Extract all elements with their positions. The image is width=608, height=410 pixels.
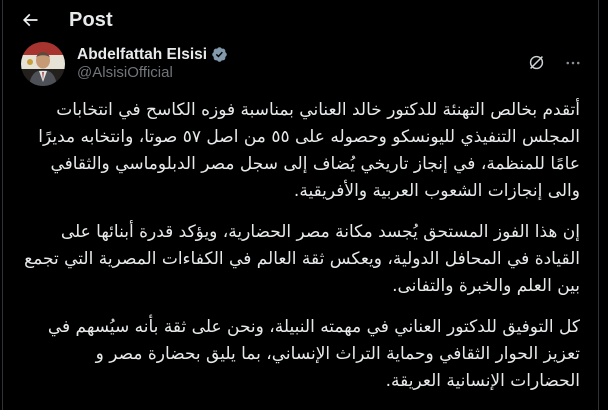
post-detail-column bbox=[2, 0, 599, 410]
left-arrow-icon bbox=[20, 10, 40, 30]
avatar[interactable] bbox=[21, 42, 65, 86]
post-paragraph: أتقدم بخالص التهنئة للدكتور خالد العناني بمناسبة فوزه الكاسح في انتخابات المجلس التنفيذي لليونسكو وحصوله على ٥٥ من اصل ٥٧ صوتا، وانتخابه مديرًا عامًا للمنظمة، في إنجاز تاريخي يُضاف إلى سجل مصر الدبلوماسي والثقافي والى إنجازات الشعوب العربية والأفريقية. bbox=[38, 100, 580, 201]
more-button[interactable] bbox=[564, 54, 582, 75]
author-handle[interactable]: @AlsisiOfficial bbox=[77, 64, 173, 82]
top-bar bbox=[3, 0, 598, 40]
grok-icon bbox=[527, 53, 546, 75]
avatar-portrait-graphic bbox=[21, 42, 65, 86]
author-name[interactable]: Abdelfattah Elsisi bbox=[77, 45, 208, 63]
post-paragraph: إن هذا الفوز المستحق يُجسد مكانة مصر الحضارية، ويؤكد قدرة أبنائها على القيادة في المحافل الدولية، ويعكس ثقة العالم في الكفاءات المصرية التي تجمع بين العلم والخبرة والتفانى. bbox=[24, 222, 580, 296]
author-name-line bbox=[77, 45, 527, 64]
post-paragraph: كل التوفيق للدكتور العناني في مهمته النبيلة، ونحن على ثقة بأنه سيُسهم في تعزيز الحوار الثقافي وحماية التراث الإنساني، بما يليق بحضارة مصر و الحضارات الإنسانية العريقة. bbox=[47, 317, 580, 391]
grok-button[interactable] bbox=[527, 53, 546, 75]
back-button[interactable] bbox=[13, 3, 47, 37]
author-row bbox=[3, 40, 598, 88]
author-names bbox=[77, 45, 527, 83]
page-title: Post bbox=[69, 8, 113, 31]
post-body bbox=[3, 88, 598, 395]
verified-badge-icon bbox=[211, 46, 228, 63]
more-icon bbox=[564, 54, 582, 75]
author-actions bbox=[527, 53, 584, 75]
